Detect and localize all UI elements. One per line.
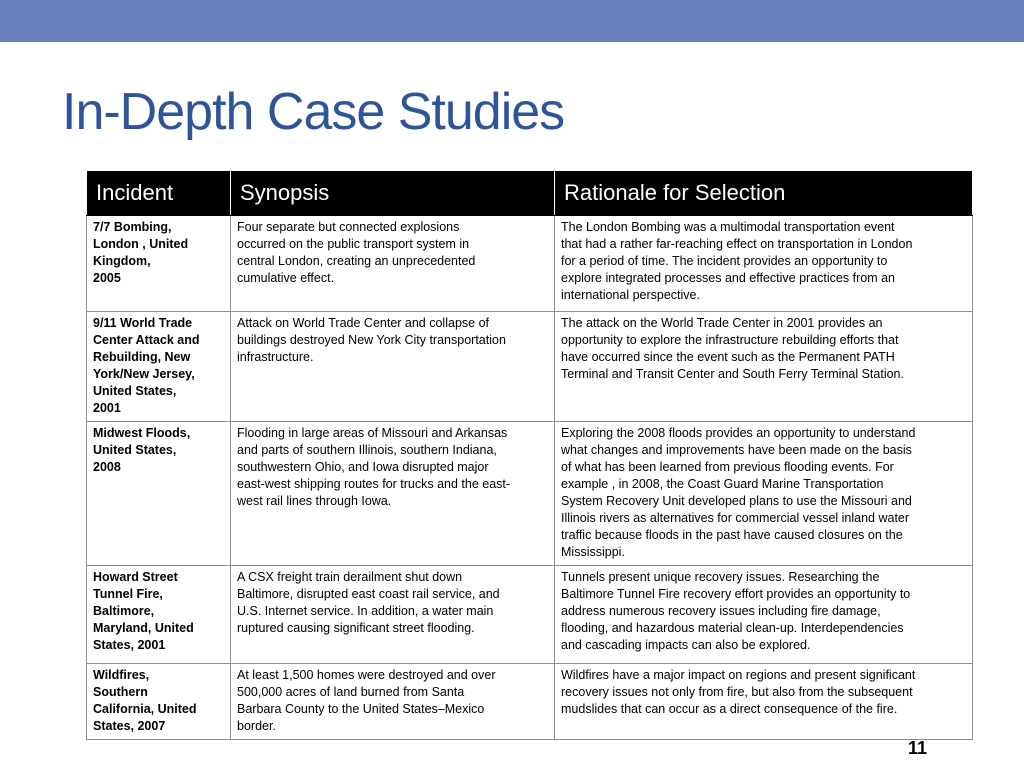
cell-incident — [87, 566, 231, 664]
incident-line: 2001 — [93, 401, 121, 415]
incident-line: California, United — [93, 702, 197, 716]
table-row — [87, 216, 973, 312]
cell-synopsis — [231, 566, 555, 664]
rationale-line: mudslides that can occur as a direct consequence of the fire. — [561, 702, 898, 716]
incident-line: Baltimore, — [93, 604, 155, 618]
rationale-line: Mississippi. — [561, 545, 625, 559]
cell-rationale — [555, 312, 973, 422]
cell-incident — [87, 664, 231, 740]
synopsis-line: occurred on the public transport system in — [237, 237, 470, 251]
synopsis-line: border. — [237, 719, 276, 733]
cell-synopsis — [231, 312, 555, 422]
rationale-line: Tunnels present unique recovery issues. Researching the — [561, 570, 880, 584]
rationale-line: explore integrated processes and effective practices from an — [561, 271, 895, 285]
table-row — [87, 664, 973, 740]
rationale-line: of what has been learned from previous flooding events. For — [561, 460, 894, 474]
incident-line: York/New Jersey, — [93, 367, 195, 381]
synopsis-line: At least 1,500 homes were destroyed and over — [237, 668, 496, 682]
synopsis-line: buildings destroyed New York City transportation — [237, 333, 506, 347]
cell-rationale — [555, 422, 973, 566]
rationale-line: international perspective. — [561, 288, 700, 302]
incident-line: States, 2007 — [93, 719, 166, 733]
synopsis-line: ruptured causing significant street flooding. — [237, 621, 475, 635]
rationale-line: opportunity to explore the infrastructure rebuilding efforts that — [561, 333, 899, 347]
rationale-line: Wildfires have a major impact on regions and present significant — [561, 668, 916, 682]
synopsis-line: 500,000 acres of land burned from Santa — [237, 685, 465, 699]
synopsis-line: west rail lines through Iowa. — [237, 494, 392, 508]
incident-line: United States, — [93, 443, 177, 457]
incident-line: 9/11 World Trade — [93, 316, 193, 330]
rationale-line: recovery issues not only from fire, but also from the subsequent — [561, 685, 913, 699]
rationale-line: and cascading impacts can also be explored. — [561, 638, 811, 652]
table-header-row — [87, 171, 973, 216]
synopsis-line: Attack on World Trade Center and collapse of — [237, 316, 489, 330]
rationale-line: Baltimore Tunnel Fire recovery effort provides an opportunity to — [561, 587, 911, 601]
incident-line: London , United — [93, 237, 189, 251]
incident-line: 7/7 Bombing, — [93, 220, 172, 234]
incident-line: Rebuilding, New — [93, 350, 191, 364]
synopsis-line: Four separate but connected explosions — [237, 220, 460, 234]
cell-synopsis — [231, 664, 555, 740]
rationale-line: Illinois rivers as alternatives for commercial vessel inland water — [561, 511, 910, 525]
cell-incident — [87, 216, 231, 312]
incident-line: Southern — [93, 685, 148, 699]
incident-line: Kingdom, — [93, 254, 151, 268]
cell-rationale — [555, 566, 973, 664]
rationale-line: Exploring the 2008 floods provides an opportunity to understand — [561, 426, 916, 440]
rationale-line: that had a rather far-reaching effect on transportation in London — [561, 237, 913, 251]
rationale-line: what changes and improvements have been made on the basis — [561, 443, 912, 457]
table-row — [87, 422, 973, 566]
synopsis-line: Flooding in large areas of Missouri and Arkansas — [237, 426, 508, 440]
slide-title: In-Depth Case Studies — [62, 83, 565, 141]
synopsis-line: cumulative effect. — [237, 271, 335, 285]
synopsis-line: A CSX freight train derailment shut down — [237, 570, 463, 584]
incident-line: United States, — [93, 384, 177, 398]
incident-line: Maryland, United — [93, 621, 194, 635]
page-number: 11 — [908, 738, 928, 758]
case-studies-table — [86, 170, 973, 740]
rationale-line: example , in 2008, the Coast Guard Marine Transportation — [561, 477, 884, 491]
synopsis-line: east-west shipping routes for trucks and the east- — [237, 477, 511, 491]
incident-line: 2008 — [93, 460, 121, 474]
cell-synopsis — [231, 422, 555, 566]
incident-line: Wildfires, — [93, 668, 150, 682]
synopsis-line: and parts of southern Illinois, southern Indiana, — [237, 443, 497, 457]
synopsis-line: Baltimore, disrupted east coast rail service, and — [237, 587, 500, 601]
cell-rationale — [555, 664, 973, 740]
rationale-line: for a period of time. The incident provides an opportunity to — [561, 254, 888, 268]
rationale-line: Terminal and Transit Center and South Ferry Terminal Station. — [561, 367, 904, 381]
cell-incident — [87, 312, 231, 422]
header-rationale: Rationale for Selection — [555, 171, 973, 216]
rationale-line: address numerous recovery issues including fire damage, — [561, 604, 881, 618]
rationale-line: System Recovery Unit developed plans to use the Missouri and — [561, 494, 912, 508]
cell-rationale — [555, 216, 973, 312]
header-incident: Incident — [87, 171, 231, 216]
top-accent-band — [0, 0, 1024, 42]
synopsis-line: U.S. Internet service. In addition, a water main — [237, 604, 494, 618]
incident-line: 2005 — [93, 271, 121, 285]
incident-line: Midwest Floods, — [93, 426, 191, 440]
rationale-line: flooding, and hazardous material clean-up. Interdependencies — [561, 621, 904, 635]
rationale-line: have occurred since the event such as the Permanent PATH — [561, 350, 895, 364]
rationale-line: The attack on the World Trade Center in 2001 provides an — [561, 316, 883, 330]
table-body — [87, 216, 973, 740]
incident-line: Howard Street — [93, 570, 178, 584]
synopsis-line: central London, creating an unprecedented — [237, 254, 476, 268]
header-synopsis: Synopsis — [231, 171, 555, 216]
cell-incident — [87, 422, 231, 566]
synopsis-line: infrastructure. — [237, 350, 314, 364]
incident-line: Center Attack and — [93, 333, 200, 347]
synopsis-line: southwestern Ohio, and Iowa disrupted major — [237, 460, 489, 474]
table-row — [87, 566, 973, 664]
incident-line: States, 2001 — [93, 638, 166, 652]
synopsis-line: Barbara County to the United States–Mexico — [237, 702, 485, 716]
table-row — [87, 312, 973, 422]
rationale-line: The London Bombing was a multimodal transportation event — [561, 220, 895, 234]
rationale-line: traffic because floods in the past have caused closures on the — [561, 528, 903, 542]
cell-synopsis — [231, 216, 555, 312]
incident-line: Tunnel Fire, — [93, 587, 163, 601]
